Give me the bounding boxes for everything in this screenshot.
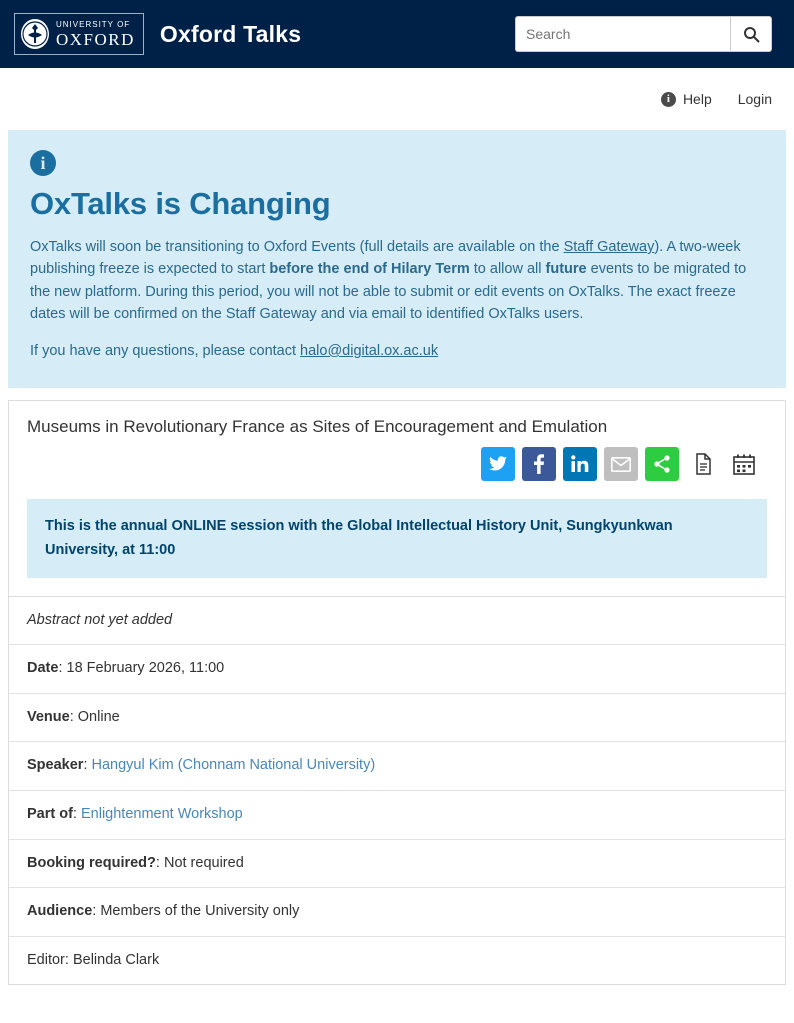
facebook-icon bbox=[534, 454, 544, 474]
linkedin-share-button[interactable] bbox=[563, 447, 597, 481]
info-icon: i bbox=[661, 92, 676, 107]
detail-key: Editor bbox=[27, 951, 65, 968]
info-icon: i bbox=[30, 150, 56, 176]
site-header bbox=[0, 0, 794, 68]
site-title: Oxford Talks bbox=[159, 20, 302, 47]
detail-row-date bbox=[9, 645, 785, 694]
detail-sep: : bbox=[155, 854, 164, 871]
oxtalks-changing-notice bbox=[8, 130, 786, 388]
search-icon bbox=[743, 26, 760, 43]
detail-sep: : bbox=[64, 951, 73, 968]
document-icon bbox=[694, 453, 713, 475]
detail-row-venue bbox=[9, 694, 785, 743]
oxford-logo[interactable] bbox=[14, 13, 144, 55]
login-label: Login bbox=[737, 91, 772, 107]
detail-value: Not required bbox=[163, 854, 244, 871]
oxford-crest-icon bbox=[21, 19, 49, 49]
notice-bold-1: before the end of Hilary Term bbox=[269, 261, 470, 278]
notice-heading: OxTalks is Changing bbox=[30, 186, 331, 221]
logo-line-1: UNIVERSITY OF bbox=[56, 19, 131, 29]
detail-sep: : bbox=[58, 660, 67, 677]
oxford-logo-text bbox=[56, 21, 135, 48]
search-area bbox=[515, 16, 772, 52]
detail-key: Speaker bbox=[27, 757, 84, 774]
detail-key: Date bbox=[27, 660, 59, 677]
email-share-button[interactable] bbox=[604, 447, 638, 481]
notice-contact-text: If you have any questions, please contact bbox=[30, 342, 301, 359]
help-link[interactable] bbox=[661, 91, 712, 107]
online-session-note: This is the annual ONLINE session with the Global Intellectual History Unit, Sungkyunkwan University, at 11:00 bbox=[27, 499, 767, 577]
notice-paragraph-1 bbox=[30, 236, 764, 326]
detail-sep: : bbox=[83, 757, 92, 774]
help-label: Help bbox=[682, 91, 712, 107]
speaker-link[interactable]: Hangyul Kim (Chonnam National University) bbox=[91, 757, 376, 774]
search-input[interactable] bbox=[515, 16, 730, 52]
staff-gateway-link[interactable]: Staff Gateway bbox=[563, 239, 655, 255]
talk-title: Museums in Revolutionary France as Sites of Encouragement and Emulation bbox=[27, 417, 608, 437]
detail-sep: : bbox=[69, 708, 78, 725]
detail-sep: : bbox=[92, 903, 101, 920]
detail-row-booking bbox=[9, 840, 785, 889]
talk-card bbox=[8, 400, 786, 985]
notice-paragraph-2 bbox=[30, 340, 764, 362]
add-to-calendar-button[interactable] bbox=[727, 447, 761, 481]
halo-email-link[interactable]: halo@digital.ox.ac.uk bbox=[300, 342, 439, 359]
login-link[interactable] bbox=[738, 91, 772, 107]
detail-row-part-of bbox=[9, 791, 785, 840]
facebook-share-button[interactable] bbox=[522, 447, 556, 481]
notice-text-c: to allow all bbox=[469, 261, 546, 278]
detail-key: Booking required? bbox=[27, 854, 156, 871]
share-button[interactable] bbox=[645, 447, 679, 481]
share-nodes-icon bbox=[653, 455, 671, 473]
twitter-share-button[interactable] bbox=[481, 447, 515, 481]
talk-details-list bbox=[9, 596, 785, 985]
linkedin-icon bbox=[571, 455, 589, 473]
utility-bar bbox=[0, 68, 794, 130]
detail-value: Belinda Clark bbox=[72, 951, 160, 968]
twitter-icon bbox=[489, 456, 508, 472]
envelope-icon bbox=[611, 457, 631, 472]
detail-value: Members of the University only bbox=[100, 903, 300, 920]
detail-row-speaker bbox=[9, 742, 785, 791]
detail-key: Audience bbox=[27, 903, 93, 920]
notice-text-d: events to be migrated to the new platform. During this period, you will not be able to submit or edit events on OxTalks. The exact freeze dates will be confirmed on the Staff Gateway and via email to identified OxTalks users. bbox=[30, 261, 747, 323]
detail-key: Part of bbox=[27, 805, 73, 822]
share-toolbar bbox=[27, 447, 767, 481]
series-link[interactable]: Enlightenment Workshop bbox=[80, 805, 243, 822]
detail-key: Venue bbox=[27, 708, 70, 725]
search-button[interactable] bbox=[730, 16, 772, 52]
notice-text-b: ). A two-week publishing freeze is expected to start bbox=[30, 239, 741, 278]
detail-sep: : bbox=[72, 805, 81, 822]
export-document-button[interactable] bbox=[686, 447, 720, 481]
notice-text-a: OxTalks will soon be transitioning to Oxford Events (full details are available on the bbox=[30, 239, 564, 255]
abstract-row: Abstract not yet added bbox=[9, 597, 785, 646]
calendar-icon bbox=[733, 454, 755, 475]
notice-bold-2: future bbox=[545, 261, 587, 278]
detail-value: Online bbox=[77, 708, 120, 725]
talk-card-header bbox=[9, 401, 785, 491]
logo-line-2: OXFORD bbox=[56, 29, 135, 49]
detail-value: 18 February 2026, 11:00 bbox=[66, 660, 225, 677]
detail-row-editor bbox=[9, 937, 785, 985]
detail-row-audience bbox=[9, 888, 785, 937]
